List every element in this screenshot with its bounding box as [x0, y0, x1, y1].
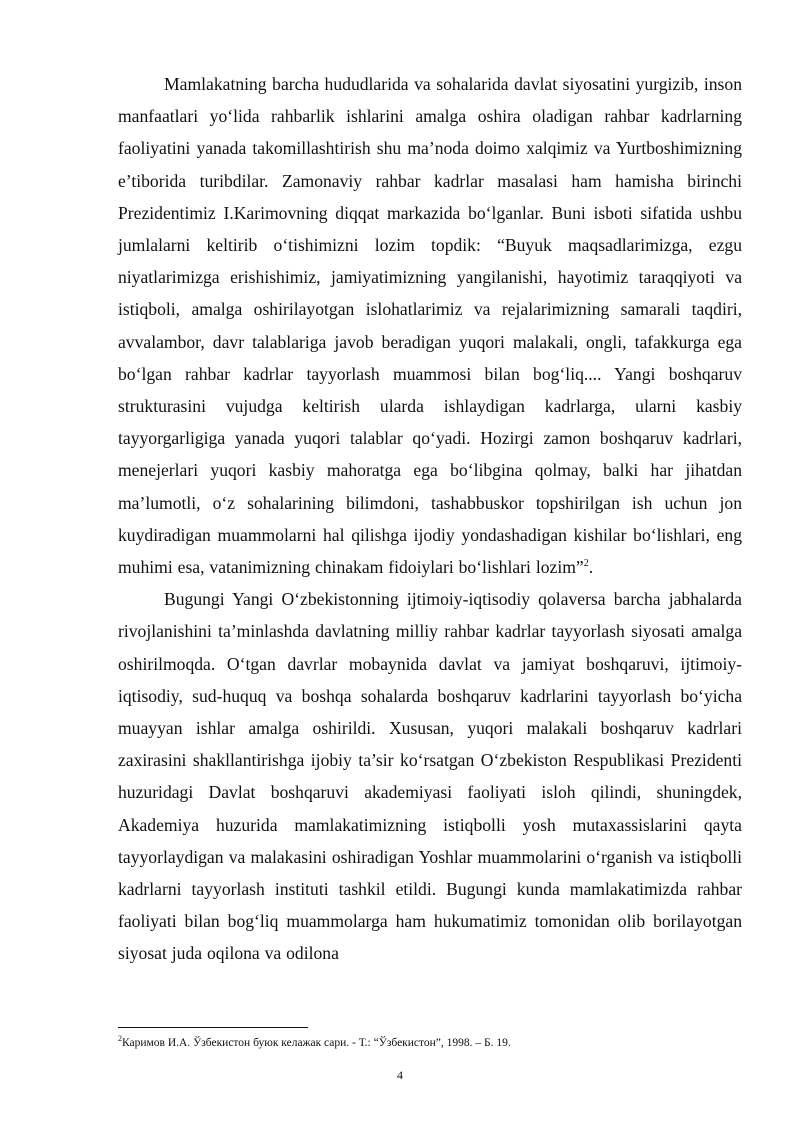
footnote	[118, 1036, 742, 1050]
page-number: 4	[397, 1068, 403, 1082]
paragraph-1-ending: .	[588, 557, 594, 578]
body-text	[118, 68, 742, 970]
paragraph-2	[118, 583, 742, 969]
footnote-reference[interactable]: 2	[583, 558, 589, 570]
footnote-text: Каримов И.А. Ўзбекистон буюк келажак сари. - Т.: “Ўзбекистон”, 1998. – Б. 19.	[122, 1037, 511, 1049]
paragraph-1-text: Mamlakatning barcha hududlarida va sohalarida davlat siyosatini yurgizib, inson manfaatlari yo‘lida rahbarlik ishlarini amalga oshira oladigan rahbar kadrlarning faoliyatini yanada takomillashtirish shu ma’noda doimo xalqimiz va Yurtboshimizning e’tiborida turibdilar. Zamonaviy rahbar kadrlar masalasi ham hamisha birinchi Prezidentimiz I.Karimovning diqqat markazida bo‘lganlar. Buni isboti sifatida ushbu jumlalarni keltirib o‘tishimizni lozim topdik: “Buyuk maqsadlarimizga, ezgu niyatlarimizga erishishimiz, jamiyatimizning yangilanishi, hayotimiz taraqqiyoti va istiqboli, amalga oshirilayotgan islohatlarimiz va rejalarimizning samarali taqdiri, avvalambor, davr talablariga javob beradigan yuqori malakali, ongli, tafakkurga ega bo‘lgan rahbar kadrlar tayyorlash muammosi bilan bog‘liq.... Yangi boshqaruv strukturasini vujudga keltirish ularda ishlaydigan kadrlarga, ularni kasbiy tayyorgarligiga yanada yuqori talablar qo‘yadi. Hozirgi zamon boshqaruv kadrlari, menejerlari yuqori kasbiy mahoratga ega bo‘libgina qolmay, balki har jihatdan ma’lumotli, o‘z sohalarining bilimdoni, tashabbuskor topshirilgan ish uchun jon kuydiradigan muammolarni hal qilishga ijodiy yondashadigan kishilar bo‘lishlari, eng muhimi esa, vatanimizning chinakam fidoiylari bo‘lishlari lozim”	[118, 74, 742, 578]
paragraph-1	[118, 68, 742, 583]
footnote-marker: 2	[118, 1034, 122, 1044]
footnote-separator	[118, 1027, 308, 1028]
paragraph-2-text: Bugungi Yangi O‘zbekistonning ijtimoiy-iqtisodiy qolaversa barcha jabhalarda rivojlanishini ta’minlashda davlatning milliy rahbar kadrlar tayyorlash siyosati amalga oshirilmoqda. O‘tgan davrlar mobaynida davlat va jamiyat boshqaruvi, ijtimoiy-iqtisodiy, sud-huquq va boshqa sohalarda boshqaruv kadrlarini tayyorlash bo‘yicha muayyan ishlar amalga oshirildi. Xususan, yuqori malakali boshqaruv kadrlari zaxirasini shakllantirishga ijobiy ta’sir ko‘rsatgan O‘zbekiston Respublikasi Prezidenti huzuridagi Davlat boshqaruvi akademiyasi faoliyati isloh qilindi, shuningdek, Akademiya huzurida mamlakatimizning istiqbolli yosh mutaxassislarini qayta tayyorlaydigan va malakasini oshiradigan Yoshlar muammolarini o‘rganish va istiqbolli kadrlarni tayyorlash instituti tashkil etildi. Bugungi kunda mamlakatimizda rahbar faoliyati bilan bog‘liq muammolarga ham hukumatimiz tomonidan olib borilayotgan siyosat juda oqilona va odilona	[118, 589, 742, 964]
